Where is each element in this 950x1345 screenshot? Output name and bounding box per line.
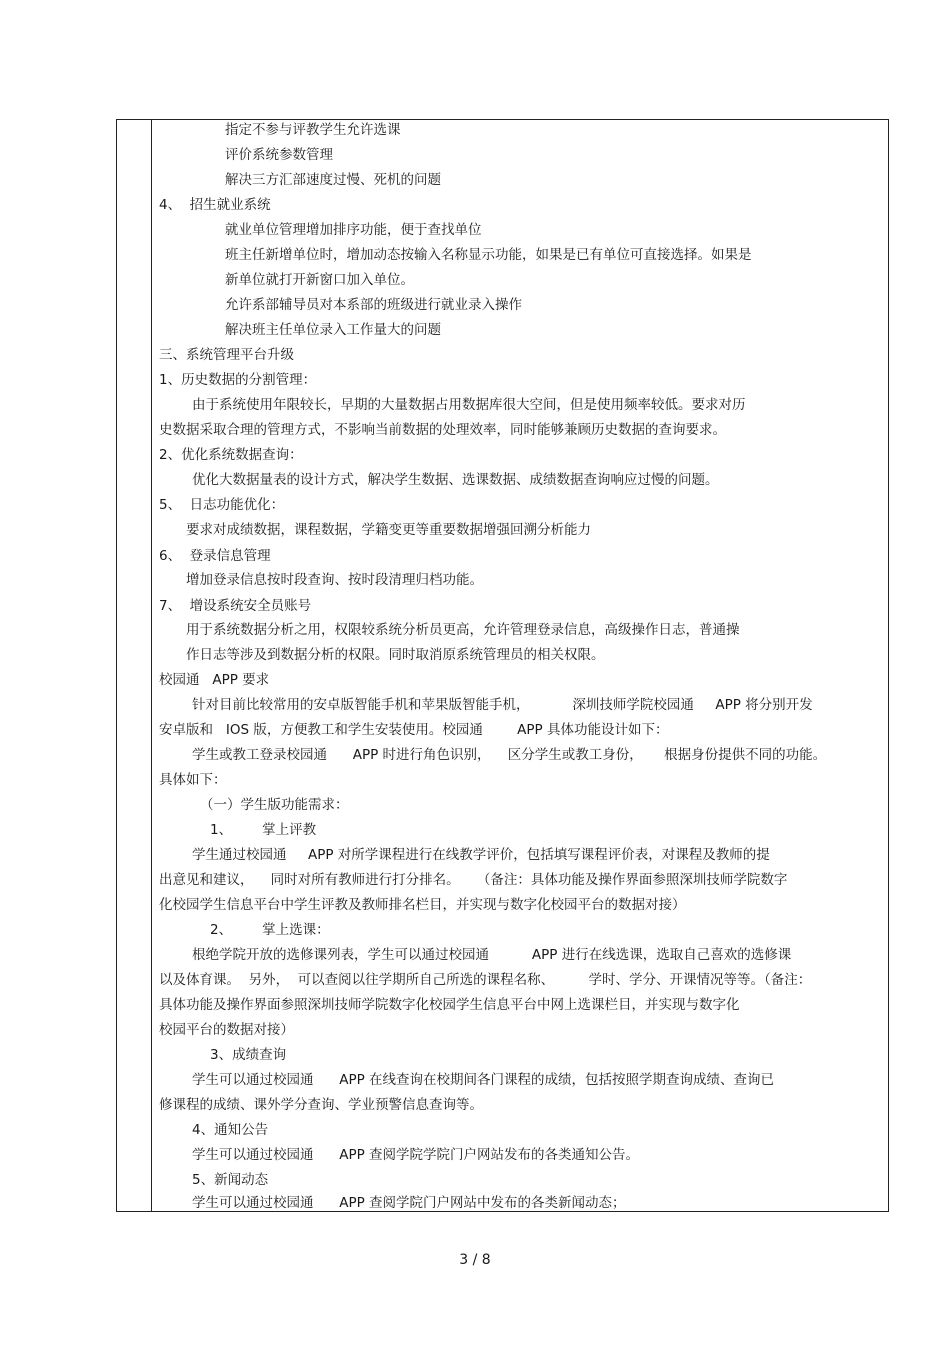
text-line: 班主任新增单位时，增加动态按输入名称显示功能，如果是已有单位可直接选择。如果是 — [225, 247, 752, 263]
list-heading: 2、 掌上选课： — [210, 922, 330, 938]
text-line: 要求对成绩数据，课程数据，学籍变更等重要数据增强回溯分析能力 — [186, 522, 591, 538]
text-line: 解决三方汇部速度过慢、死机的问题 — [225, 172, 441, 188]
list-heading: 4、通知公告 — [192, 1122, 269, 1138]
list-heading: 4、 招生就业系统 — [159, 197, 271, 213]
list-heading: 2、优化系统数据查询： — [159, 447, 303, 463]
section-heading: 校园通 APP 要求 — [159, 672, 270, 688]
column-divider — [151, 119, 152, 1212]
text-line: 安卓版和 IOS 版，方便教工和学生安装使用。校园通 APP 具体功能设计如下： — [159, 722, 669, 738]
list-heading: 6、 登录信息管理 — [159, 548, 271, 564]
text-line: 具体功能及操作界面参照深圳技师学院数字化校园学生信息平台中网上选课栏目，并实现与数字化 — [159, 997, 740, 1013]
text-line: 就业单位管理增加排序功能，便于查找单位 — [225, 222, 482, 238]
page-number: 3 / 8 — [459, 1252, 491, 1268]
list-heading: 7、 增设系统安全员账号 — [159, 598, 312, 614]
list-heading: 1、 掌上评教 — [210, 822, 317, 838]
subsection-heading: （一）学生版功能需求： — [200, 797, 349, 813]
text-line: 具体如下： — [159, 772, 227, 788]
text-line: 学生可以通过校园通 APP 查阅学院门户网站中发布的各类新闻动态； — [192, 1195, 626, 1211]
text-line: 指定不参与评教学生允许选课 — [225, 122, 401, 138]
list-heading: 5、新闻动态 — [192, 1172, 269, 1188]
text-line: 优化大数据量表的设计方式，解决学生数据、选课数据、成绩数据查询响应过慢的问题。 — [192, 472, 719, 488]
text-line: 增加登录信息按时段查询、按时段清理归档功能。 — [186, 572, 483, 588]
text-line: 允许系部辅导员对本系部的班级进行就业录入操作 — [225, 297, 522, 313]
text-line: 修课程的成绩、课外学分查询、学业预警信息查询等。 — [159, 1097, 483, 1113]
text-line: 作日志等涉及到数据分析的权限。同时取消原系统管理员的相关权限。 — [186, 647, 605, 663]
text-line: 学生通过校园通 APP 对所学课程进行在线教学评价，包括填写课程评价表，对课程及教师的提 — [192, 847, 770, 863]
text-line: 用于系统数据分析之用，权限较系统分析员更高，允许管理登录信息，高级操作日志，普通操 — [186, 622, 740, 638]
text-line: 出意见和建议， 同时对所有教师进行打分排名。 （备注：具体功能及操作界面参照深圳技师学院数字 — [159, 872, 788, 888]
text-line: 评价系统参数管理 — [225, 147, 333, 163]
text-line: 根绝学院开放的选修课列表，学生可以通过校园通 APP 进行在线选课，选取自己喜欢的选修课 — [192, 947, 792, 963]
text-line: 学生可以通过校园通 APP 查阅学院学院门户网站发布的各类通知公告。 — [192, 1147, 640, 1163]
text-line: 学生可以通过校园通 APP 在线查询在校期间各门课程的成绩，包括按照学期查询成绩、查询已 — [192, 1072, 775, 1088]
text-line: 学生或教工登录校园通 APP 时进行角色识别， 区分学生或教工身份， 根据身份提供不同的功能。 — [192, 747, 827, 763]
text-line: 化校园学生信息平台中学生评教及教师排名栏目，并实现与数字化校园平台的数据对接） — [159, 897, 686, 913]
text-line: 以及体育课。 另外， 可以查阅以往学期所自己所选的课程名称、 学时、学分、开课情况等等。（备注： — [159, 972, 812, 988]
text-line: 校园平台的数据对接） — [159, 1022, 294, 1038]
list-heading: 1、历史数据的分割管理： — [159, 372, 317, 388]
section-heading: 三、系统管理平台升级 — [159, 347, 294, 363]
list-heading: 5、 日志功能优化： — [159, 497, 285, 513]
text-line: 新单位就打开新窗口加入单位。 — [225, 272, 414, 288]
text-line: 针对目前比较常用的安卓版智能手机和苹果版智能手机， 深圳技师学院校园通 APP 将分别开发 — [192, 697, 813, 713]
text-line: 由于系统使用年限较长，早期的大量数据占用数据库很大空间，但是使用频率较低。要求对历 — [192, 397, 746, 413]
text-line: 史数据采取合理的管理方式，不影响当前数据的处理效率，同时能够兼顾历史数据的查询要求。 — [159, 422, 726, 438]
text-line: 解决班主任单位录入工作量大的问题 — [225, 322, 441, 338]
list-heading: 3、成绩查询 — [210, 1047, 287, 1063]
